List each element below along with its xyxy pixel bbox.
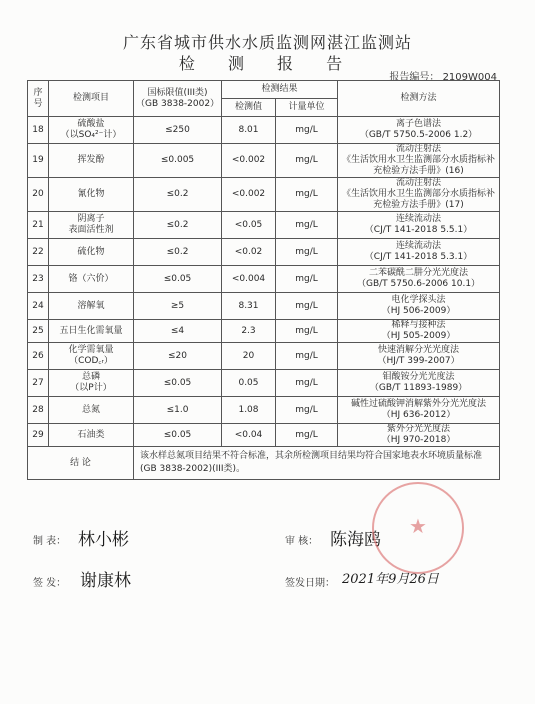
row-number: 28 — [28, 397, 49, 424]
row-value: 20 — [222, 343, 276, 370]
prepared-label: 制 表： — [33, 536, 67, 547]
reviewed-label: 审 核： — [285, 536, 319, 547]
row-number: 22 — [28, 239, 49, 266]
method-standard: （HJ 636-2012） — [381, 410, 456, 420]
report-title: 广东省城市供水水质监测网湛江监测站 — [122, 33, 412, 52]
row-method — [338, 144, 500, 178]
table-row — [28, 266, 500, 293]
row-number: 18 — [28, 117, 49, 144]
row-unit: mg/L — [276, 212, 338, 239]
row-method — [338, 343, 500, 370]
issue-date-value: 2021年9月26日 — [342, 572, 439, 587]
row-value: <0.004 — [222, 266, 276, 293]
item-note: （COD꜀ᵣ） — [69, 356, 113, 366]
method-name: 二苯碳酰二肼分光光度法 — [369, 268, 469, 278]
table-row — [28, 178, 500, 212]
row-item — [49, 117, 134, 144]
row-item — [49, 320, 134, 343]
method-standard: （CJ/T 141-2018 5.5.1） — [364, 225, 473, 235]
row-item — [49, 239, 134, 266]
row-number: 26 — [28, 343, 49, 370]
method-name: 流动注射法 — [396, 144, 442, 154]
col-result-header: 检测结果 — [222, 81, 338, 99]
report-subtitle: 检 测 报 告 — [178, 54, 357, 73]
row-number: 27 — [28, 370, 49, 397]
issued-signature: 谢康林 — [80, 571, 131, 591]
method-name: 钼酸铵分光光度法 — [382, 372, 455, 382]
method-standard: （HJ 505-2009） — [381, 331, 456, 341]
row-number: 23 — [28, 266, 49, 293]
official-seal — [372, 482, 464, 574]
row-method — [338, 117, 500, 144]
method-standard: （CJ/T 141-2018 5.3.1） — [364, 252, 473, 262]
row-value: <0.02 — [222, 239, 276, 266]
row-number: 29 — [28, 424, 49, 447]
row-unit: mg/L — [276, 293, 338, 320]
row-limit: ≤0.2 — [134, 212, 222, 239]
col-item-header: 检测项目 — [49, 81, 134, 117]
row-unit: mg/L — [276, 117, 338, 144]
table-row — [28, 320, 500, 343]
row-value: <0.002 — [222, 178, 276, 212]
issued-label: 签 发： — [33, 578, 67, 589]
table-row — [28, 397, 500, 424]
row-limit: ≤0.05 — [134, 424, 222, 447]
col-seq-header: 序号 — [28, 81, 49, 117]
table-row — [28, 424, 500, 447]
row-method — [338, 178, 500, 212]
row-limit: ≤4 — [134, 320, 222, 343]
row-unit: mg/L — [276, 397, 338, 424]
row-number: 21 — [28, 212, 49, 239]
method-name: 流动注射法 — [396, 178, 442, 188]
item-name: 挥发酚 — [77, 155, 105, 165]
col-limit-header — [134, 81, 222, 117]
row-value: 1.08 — [222, 397, 276, 424]
item-note: 表面活性剂 — [68, 225, 114, 235]
table-row — [28, 239, 500, 266]
method-name: 碱性过硫酸钾消解紫外分光光度法 — [351, 399, 487, 409]
method-standard: （GB/T 5750.5-2006 1.2） — [359, 130, 478, 140]
method-name: 稀释与接种法 — [391, 320, 446, 330]
seal-star-icon: ★ — [409, 514, 427, 538]
method-name: 快速消解分光光度法 — [378, 345, 460, 355]
method-standard: 《生活饮用水卫生监测部分水质指标补充检验方法手册》(16) — [342, 155, 496, 176]
row-limit: ≤250 — [134, 117, 222, 144]
limit-header-label: 国标限值(III类) — [147, 87, 208, 98]
row-unit: mg/L — [276, 424, 338, 447]
row-number: 19 — [28, 144, 49, 178]
item-name: 铬（六价） — [68, 273, 114, 284]
item-name: 氰化物 — [77, 189, 105, 199]
item-name: 化学需氧量 — [68, 345, 114, 355]
table-row — [28, 343, 500, 370]
row-limit: ≤0.2 — [134, 239, 222, 266]
row-unit: mg/L — [276, 266, 338, 293]
row-limit: ≤0.005 — [134, 144, 222, 178]
prepared-signature: 林小彬 — [78, 530, 129, 550]
row-item — [49, 144, 134, 178]
row-method — [338, 370, 500, 397]
item-name: 五日生化需氧量 — [59, 325, 123, 336]
method-name: 离子色谱法 — [396, 119, 442, 129]
row-method — [338, 239, 500, 266]
table-header-row — [28, 81, 500, 99]
row-value: 8.31 — [222, 293, 276, 320]
item-name: 石油类 — [77, 429, 105, 440]
table-row — [28, 144, 500, 178]
item-name: 溶解氧 — [77, 300, 105, 311]
table-row — [28, 370, 500, 397]
method-standard: （HJ 970-2018） — [381, 435, 456, 445]
row-method — [338, 212, 500, 239]
row-number: 24 — [28, 293, 49, 320]
row-item — [49, 212, 134, 239]
row-item — [49, 370, 134, 397]
row-limit: ≤1.0 — [134, 397, 222, 424]
item-name: 硫化物 — [77, 246, 105, 257]
row-limit: ≤0.05 — [134, 266, 222, 293]
row-method — [338, 320, 500, 343]
row-value: <0.05 — [222, 212, 276, 239]
reviewed-signature: 陈海鸥 — [330, 530, 381, 550]
row-limit: ≥5 — [134, 293, 222, 320]
method-standard: （HJ/T 399-2007） — [377, 356, 460, 366]
item-name: 总氮 — [81, 404, 100, 415]
row-method — [338, 266, 500, 293]
item-note: （以SO₄²⁻计） — [60, 130, 122, 140]
item-name: 硫酸盐 — [77, 119, 105, 129]
table-row — [28, 117, 500, 144]
row-item — [49, 424, 134, 447]
row-method — [338, 397, 500, 424]
row-number: 25 — [28, 320, 49, 343]
row-limit: ≤0.2 — [134, 178, 222, 212]
item-name: 总磷 — [81, 372, 100, 382]
item-note: （以P计） — [70, 383, 112, 393]
report-number: 报告编号： 2109W004 — [389, 72, 497, 83]
conclusion-label: 结 论 — [28, 447, 134, 480]
row-item — [49, 343, 134, 370]
row-unit: mg/L — [276, 320, 338, 343]
row-item — [49, 266, 134, 293]
conclusion-text: 该水样总氮项目结果不符合标准，其余所检测项目结果均符合国家地表水环境质量标准(GB 3838-2002)(III类)。 — [134, 447, 500, 480]
row-number: 20 — [28, 178, 49, 212]
row-limit: ≤0.05 — [134, 370, 222, 397]
row-item — [49, 293, 134, 320]
col-method-header: 检测方法 — [338, 81, 500, 117]
method-name: 连续流动法 — [396, 214, 442, 224]
method-name: 电化学探头法 — [391, 295, 446, 305]
table-row — [28, 212, 500, 239]
row-value: 0.05 — [222, 370, 276, 397]
row-unit: mg/L — [276, 178, 338, 212]
row-item — [49, 397, 134, 424]
row-method — [338, 293, 500, 320]
row-limit: ≤20 — [134, 343, 222, 370]
results-table — [27, 80, 500, 480]
table-body — [28, 117, 500, 447]
row-value: 2.3 — [222, 320, 276, 343]
method-standard: （GB/T 5750.6-2006 10.1） — [356, 279, 481, 289]
row-unit: mg/L — [276, 370, 338, 397]
method-standard: （HJ 506-2009） — [381, 306, 456, 316]
row-unit: mg/L — [276, 343, 338, 370]
method-name: 连续流动法 — [396, 241, 442, 251]
method-standard: 《生活饮用水卫生监测部分水质指标补充检验方法手册》(17) — [342, 189, 496, 210]
limit-header-std: （GB 3838-2002） — [136, 98, 220, 109]
row-method — [338, 424, 500, 447]
row-unit: mg/L — [276, 144, 338, 178]
row-item — [49, 178, 134, 212]
row-value: <0.04 — [222, 424, 276, 447]
method-standard: （GB/T 11893-1989） — [369, 383, 468, 393]
row-value: <0.002 — [222, 144, 276, 178]
table-row — [28, 293, 500, 320]
col-value-header: 检测值 — [222, 99, 276, 117]
item-name: 阴离子 — [77, 214, 105, 224]
row-unit: mg/L — [276, 239, 338, 266]
row-value: 8.01 — [222, 117, 276, 144]
conclusion-row — [28, 447, 500, 480]
issue-date-label: 签发日期： — [285, 578, 335, 589]
col-unit-header: 计量单位 — [276, 99, 338, 117]
method-name: 紫外分光光度法 — [387, 424, 451, 434]
